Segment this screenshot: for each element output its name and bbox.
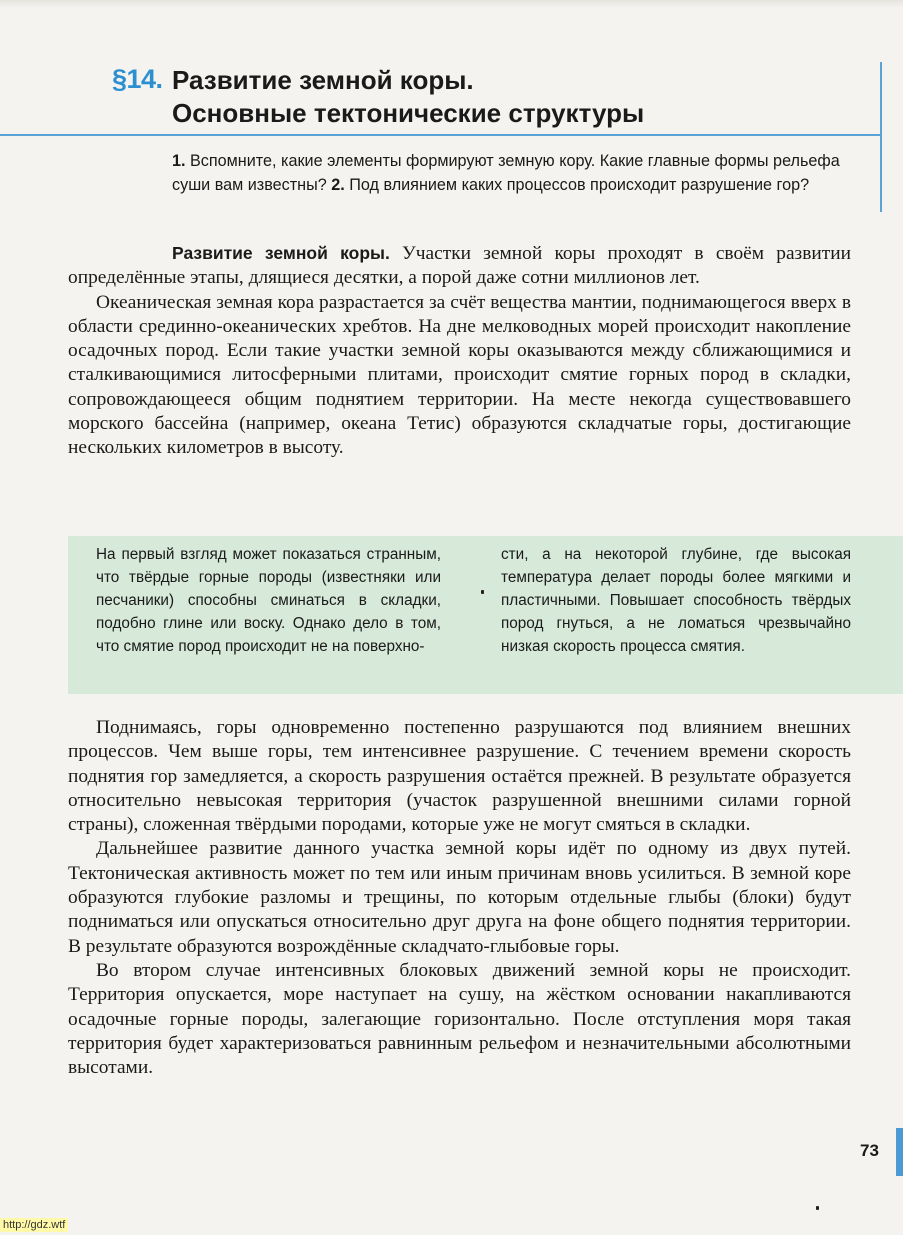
watermark-link[interactable]: http://gdz.wtf xyxy=(0,1218,68,1232)
title-line-1: Развитие земной коры. xyxy=(172,65,474,95)
paragraph: Дальнейшее развитие данного участка земной коры идёт по одному из двух путей. Тектоническая активность может по тем или иным причинам вновь усилиться. В земной коре образуются глубокие разломы и трещины, по которым отдельные глыбы (блоки) будут подниматься или опускаться относительно друг друга на фоне общего поднятия территории. В результате образуются возрождённые складчато-глыбовые горы. xyxy=(68,838,851,957)
section-number: §14. xyxy=(112,64,163,94)
header-vertical-rule xyxy=(880,62,882,212)
question-number-1: 1. xyxy=(172,152,186,170)
callout-column-right: сти, а на некоторой глубине, где высокая температура делает породы более мягкими и пластичными. Повышает способность твёрдых пород гнуться, а не ломаться чрезвычайно низкая скорость процесса смятия. xyxy=(501,546,851,656)
page-edge xyxy=(0,0,903,8)
body-section-1 xyxy=(68,241,851,461)
title-line-2: Основные тектонические структуры xyxy=(172,98,645,128)
review-questions xyxy=(172,149,860,197)
paragraph: Во втором случае интенсивных блоковых движений земной коры не происходит. Территория опускается, море наступает на сушу, на жёстком основании накапливаются осадочные горные породы, залегающие горизонтально. После отступления моря такая территория будет характеризоваться равнинным рельефом и незначительными абсолютными высотами. xyxy=(68,959,851,1079)
lead-heading: Развитие земной коры. xyxy=(172,243,390,263)
question-text-2: Под влиянием каких процессов происходит разрушение гор? xyxy=(344,176,810,194)
page-tab-marker xyxy=(896,1128,903,1176)
question-number-2: 2. xyxy=(331,176,345,194)
page-title xyxy=(172,64,862,130)
header-rule xyxy=(0,134,881,136)
lead-text: Участки земной коры проходят в своём развитии определённые этапы, длящиеся десятки, а порой даже сотни миллионов лет. xyxy=(68,243,851,289)
callout-column-left: На первый взгляд может показаться странным, что твёрдые горные породы (известняки или песчаники) способны сминаться в складки, подобно глине или воску. Однако дело в том, что смятие пород происходит не на поверхно- xyxy=(96,546,441,656)
body-section-2 xyxy=(68,716,851,1080)
paragraph-lead xyxy=(68,241,851,291)
paragraph: Поднимаясь, горы одновременно постепенно разрушаются под влиянием внешних процессов. Чем выше горы, тем интенсивнее разрушение. С течением времени скорость поднятия гор замедляется, а скорость разрушения остаётся прежней. В результате образуется относительно невысокая территория (участок разрушенной внешними силами горной страны), сложенная твёрдыми породами, которые уже не могут смяться в складки. xyxy=(68,717,851,836)
page-number: 73 xyxy=(860,1141,879,1160)
paragraph: Океаническая земная кора разрастается за счёт вещества мантии, поднимающегося вверх в области срединно-океанических хребтов. На дне мелководных морей происходит накопление осадочных пород. Если такие участки земной коры оказываются между сближающимися и сталкивающимися литосферными плитами, происходит смятие горных пород в складки, сопровождающееся общим поднятием территории. На месте некогда существовавшего морского бассейна (например, океана Тетис) образуются складчатые горы, достигающие нескольких километров в высоту. xyxy=(68,291,851,459)
question-text-1: Вспомните, какие элементы формируют земную кору. Какие главные формы рельефа суши вам известны? xyxy=(172,152,840,194)
scan-dot xyxy=(816,1206,819,1210)
column-dot xyxy=(481,590,484,594)
